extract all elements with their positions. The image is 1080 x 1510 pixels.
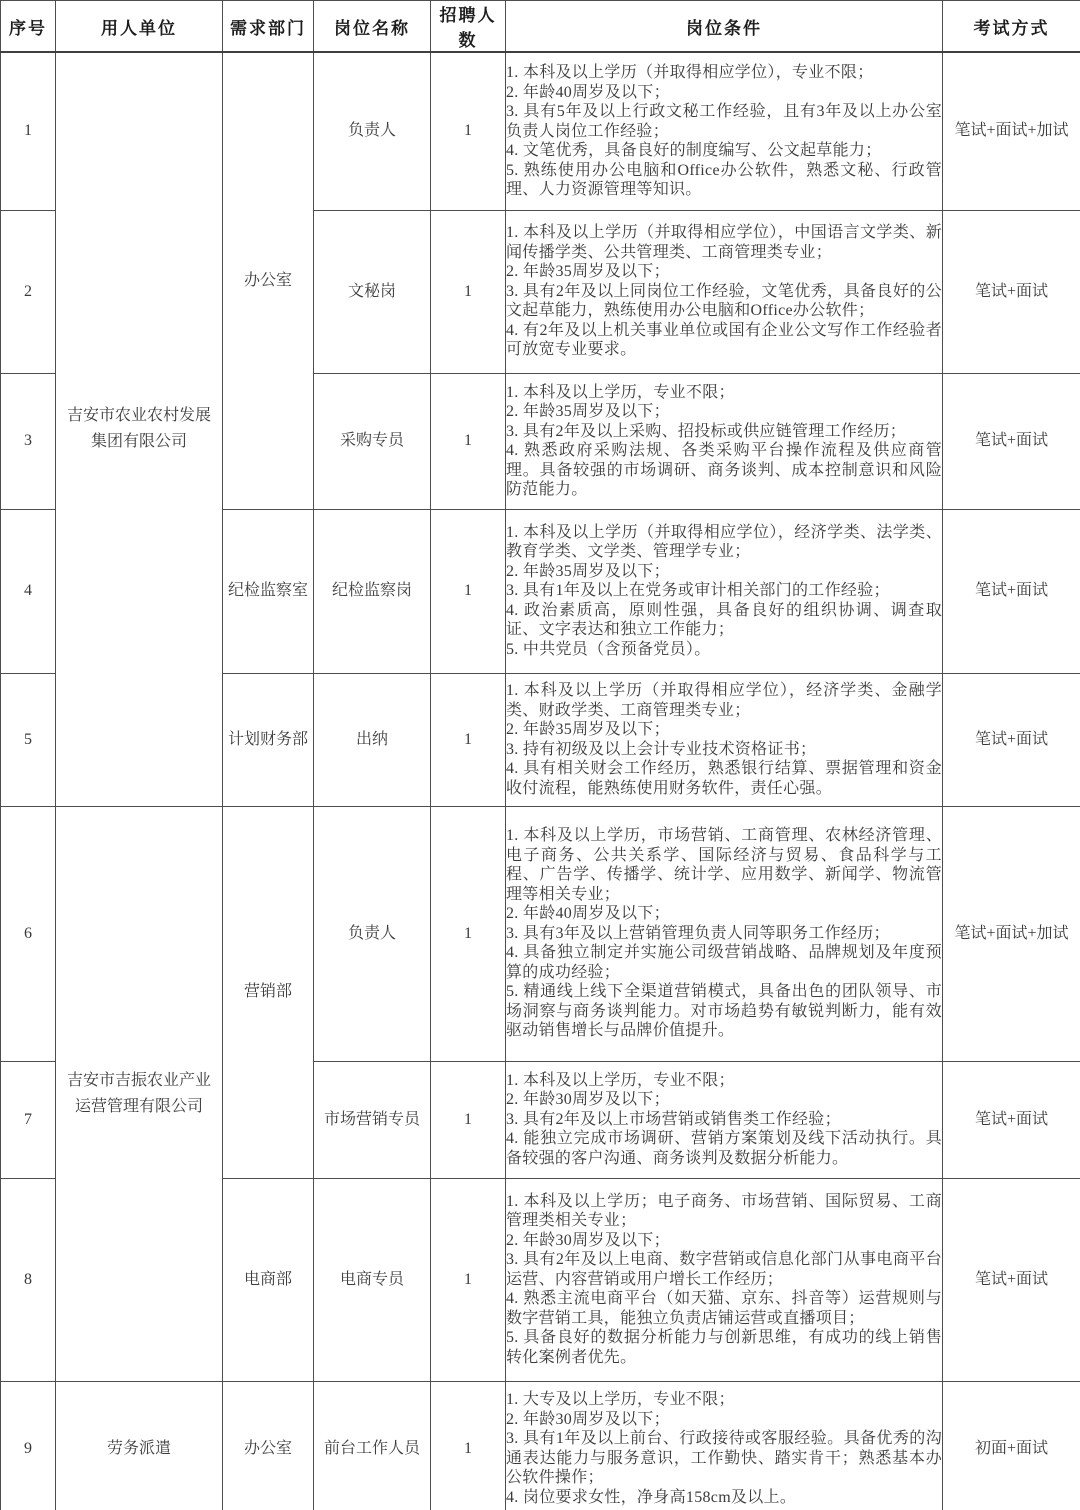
employer-name: 吉安市吉振农业产业运营管理有限公司 xyxy=(66,1071,211,1115)
condition-item: 5. 精通线上线下全渠道营销模式，具备出色的团队领导、市场洞察与商务谈判能力。对市场趋势有敏锐判断力，能有效驱动销售增长与品牌价值提升。 xyxy=(506,983,942,1040)
header-col-exam-method: 考试方式 xyxy=(943,1,1080,53)
cell-position xyxy=(314,806,431,1061)
cell-requirements xyxy=(506,373,943,509)
condition-item: 1. 本科及以上学历（并取得相应学位），专业不限； xyxy=(506,64,874,81)
position-name: 出纳 xyxy=(355,730,388,748)
cell-department xyxy=(223,673,314,806)
cell-exam-method xyxy=(943,509,1080,673)
condition-item: 2. 年龄40周岁及以下； xyxy=(506,83,670,101)
department-name: 电商部 xyxy=(243,1270,292,1288)
cell-exam-method xyxy=(943,1061,1080,1178)
condition-item: 2. 年龄35周岁及以下； xyxy=(506,721,670,738)
condition-item: 1. 本科及以上学历，专业不限； xyxy=(506,1071,735,1089)
exam-method: 笔试+面试 xyxy=(974,1110,1049,1128)
employer-name: 吉安市农业农村发展集团有限公司 xyxy=(66,407,211,451)
cell-headcount: 1 xyxy=(431,1178,506,1381)
cell-position xyxy=(314,373,431,509)
header-col-department: 需求部门 xyxy=(223,1,314,53)
header-col-headcount: 招聘人数 xyxy=(431,1,506,53)
condition-item: 2. 年龄35周岁及以下； xyxy=(506,403,670,420)
employer-name: 劳务派遣 xyxy=(106,1439,171,1457)
cell-requirements xyxy=(506,509,943,673)
cell-department xyxy=(223,52,314,509)
header-col-employer: 用人单位 xyxy=(56,1,223,53)
cell-requirements xyxy=(506,1178,943,1381)
cell-position xyxy=(314,52,431,210)
condition-item: 3. 具有2年及以上市场营销或销售类工作经验； xyxy=(506,1110,841,1128)
cell-requirements xyxy=(506,1381,943,1510)
cell-no: 4 xyxy=(1,509,56,673)
cell-exam-method xyxy=(943,1381,1080,1510)
condition-item: 3. 持有初级及以上会计专业技术资格证书； xyxy=(506,740,817,758)
condition-item: 1. 大专及以上学历，专业不限； xyxy=(506,1391,735,1408)
position-name: 负责人 xyxy=(347,122,396,140)
cell-exam-method xyxy=(943,1178,1080,1381)
condition-item: 1. 本科及以上学历，专业不限； xyxy=(506,383,735,401)
cell-no: 9 xyxy=(1,1381,56,1510)
exam-method: 笔试+面试 xyxy=(974,432,1049,449)
condition-item: 4. 能独立完成市场调研、营销方案策划及线下活动执行。具备较强的客户沟通、商务谈判及数据分析能力。 xyxy=(506,1130,942,1167)
condition-item: 4. 熟悉政府采购法规、各类采购平台操作流程及供应商管理。具备较强的市场调研、商务谈判、成本控制意识和风险防范能力。 xyxy=(506,442,942,498)
condition-item: 1. 本科及以上学历，市场营销、工商管理、农林经济管理、电子商务、公共关系学、国际经济与贸易、食品科学与工程、广告学、传播学、统计学、应用数学、新闻学、物流管理等相关专业； xyxy=(506,827,942,903)
condition-item: 4. 政治素质高，原则性强，具备良好的组织协调、调查取证、文字表达和独立工作能力； xyxy=(506,601,942,639)
cell-headcount: 1 xyxy=(431,373,506,509)
cell-requirements xyxy=(506,1061,943,1178)
cell-headcount: 1 xyxy=(431,509,506,673)
condition-item: 5. 中共党员（含预备党员）。 xyxy=(506,640,711,658)
cell-position xyxy=(314,1178,431,1381)
position-name: 纪检监察岗 xyxy=(331,582,412,599)
cell-headcount: 1 xyxy=(431,210,506,373)
condition-item: 5. 具备良好的数据分析能力与创新思维，有成功的线上销售转化案例者优先。 xyxy=(506,1329,942,1366)
cell-exam-method xyxy=(943,673,1080,806)
table-row xyxy=(1,1381,1080,1510)
header-col-index: 序号 xyxy=(1,1,56,53)
condition-item: 3. 具有2年及以上采购、招投标或供应链管理工作经历； xyxy=(506,422,907,440)
exam-method: 笔试+面试 xyxy=(974,582,1049,599)
cell-requirements xyxy=(506,210,943,373)
cell-no: 8 xyxy=(1,1178,56,1381)
exam-method: 笔试+面试+加试 xyxy=(954,122,1069,140)
condition-item: 4. 具备独立制定并实施公司级营销战略、品牌规划及年度预算的成功经验； xyxy=(506,944,942,981)
cell-requirements xyxy=(506,673,943,806)
cell-position xyxy=(314,1061,431,1178)
cell-position xyxy=(314,673,431,806)
cell-department xyxy=(223,509,314,673)
department-name: 办公室 xyxy=(243,1439,292,1457)
position-name: 前台工作人员 xyxy=(323,1439,420,1457)
cell-position xyxy=(314,210,431,373)
cell-headcount: 1 xyxy=(431,1061,506,1178)
cell-employer xyxy=(56,1381,223,1510)
cell-requirements xyxy=(506,52,943,210)
condition-item: 2. 年龄30周岁及以下； xyxy=(506,1231,670,1249)
exam-method: 笔试+面试 xyxy=(974,730,1049,748)
header-row xyxy=(1,1,1080,53)
condition-item: 2. 年龄35周岁及以下； xyxy=(506,562,670,580)
condition-item: 4. 岗位要求女性，净身高158cm及以上。 xyxy=(506,1488,797,1506)
cell-employer xyxy=(56,52,223,806)
cell-employer xyxy=(56,806,223,1381)
condition-item: 3. 具有2年及以上同岗位工作经验，文笔优秀，具备良好的公文起草能力，熟练使用办公电脑和Office办公软件； xyxy=(506,282,942,320)
condition-item: 3. 具有5年及以上行政文秘工作经验，且有3年及以上办公室负责人岗位工作经验； xyxy=(506,103,942,140)
table-row xyxy=(1,52,1080,210)
department-name: 办公室 xyxy=(243,271,292,289)
exam-method: 笔试+面试+加试 xyxy=(954,924,1069,942)
cell-headcount: 1 xyxy=(431,806,506,1061)
cell-headcount: 1 xyxy=(431,52,506,210)
cell-exam-method xyxy=(943,52,1080,210)
cell-headcount: 1 xyxy=(431,673,506,806)
cell-no: 5 xyxy=(1,673,56,806)
header-col-requirements: 岗位条件 xyxy=(506,1,943,53)
department-name: 营销部 xyxy=(243,983,292,1000)
position-name: 负责人 xyxy=(347,924,396,942)
condition-item: 4. 具有相关财会工作经历，熟悉银行结算、票据管理和资金收付流程，能熟练使用财务软件，责任心强。 xyxy=(506,760,942,797)
cell-exam-method xyxy=(943,806,1080,1061)
condition-item: 2. 年龄30周岁及以下； xyxy=(506,1091,670,1109)
exam-method: 初面+面试 xyxy=(974,1439,1049,1457)
condition-item: 4. 熟悉主流电商平台（如天猫、京东、抖音等）运营规则与数字营销工具，能独立负责店铺运营或直播项目； xyxy=(506,1290,942,1327)
position-name: 市场营销专员 xyxy=(323,1110,420,1128)
cell-department xyxy=(223,1381,314,1510)
position-name: 采购专员 xyxy=(339,432,404,449)
condition-item: 3. 具有1年及以上在党务或审计相关部门的工作经验； xyxy=(506,582,890,600)
cell-requirements xyxy=(506,806,943,1061)
cell-no: 3 xyxy=(1,373,56,509)
cell-no: 6 xyxy=(1,806,56,1061)
exam-method: 笔试+面试 xyxy=(974,282,1049,300)
condition-item: 1. 本科及以上学历（并取得相应学位），中国语言文学类、新闻传播学类、公共管理类、工商管理类专业； xyxy=(506,224,942,261)
header-col-position: 岗位名称 xyxy=(314,1,431,53)
exam-method: 笔试+面试 xyxy=(974,1270,1049,1288)
position-name: 电商专员 xyxy=(339,1270,404,1288)
condition-item: 2. 年龄40周岁及以下； xyxy=(506,905,670,923)
condition-item: 1. 本科及以上学历（并取得相应学位），经济学类、法学类、教育学类、文学类、管理学专业； xyxy=(506,523,942,561)
condition-item: 2. 年龄30周岁及以下； xyxy=(506,1410,670,1428)
table-row xyxy=(1,806,1080,1061)
condition-item: 1. 本科及以上学历（并取得相应学位），经济学类、金融学类、财政学类、工商管理类专业； xyxy=(506,682,942,719)
condition-item: 3. 具有3年及以上营销管理负责人同等职务工作经历； xyxy=(506,924,890,942)
condition-item: 4. 文笔优秀，具备良好的制度编写、公文起草能力； xyxy=(506,142,882,159)
cell-no: 2 xyxy=(1,210,56,373)
condition-item: 3. 具有1年及以上前台、行政接待或客服经验。具备优秀的沟通表达能力与服务意识，工作勤快、踏实肯干；熟悉基本办公软件操作； xyxy=(506,1430,942,1486)
department-name: 纪检监察室 xyxy=(227,582,308,599)
cell-exam-method xyxy=(943,210,1080,373)
department-name: 计划财务部 xyxy=(227,730,308,748)
cell-department xyxy=(223,1178,314,1381)
position-name: 文秘岗 xyxy=(347,282,396,300)
condition-item: 4. 有2年及以上机关事业单位或国有企业公文写作工作经验者可放宽专业要求。 xyxy=(506,321,942,359)
condition-item: 3. 具有2年及以上电商、数字营销或信息化部门从事电商平台运营、内容营销或用户增长工作经历； xyxy=(506,1251,942,1288)
condition-item: 1. 本科及以上学历；电子商务、市场营销、国际贸易、工商管理类相关专业； xyxy=(506,1192,942,1230)
cell-headcount: 1 xyxy=(431,1381,506,1510)
cell-exam-method xyxy=(943,373,1080,509)
cell-no: 1 xyxy=(1,52,56,210)
condition-item: 2. 年龄35周岁及以下； xyxy=(506,263,670,281)
cell-department xyxy=(223,806,314,1178)
cell-position xyxy=(314,509,431,673)
cell-no: 7 xyxy=(1,1061,56,1178)
condition-item: 5. 熟练使用办公电脑和Office办公软件，熟悉文秘、行政管理、人力资源管理等知识。 xyxy=(506,161,942,198)
cell-position xyxy=(314,1381,431,1510)
